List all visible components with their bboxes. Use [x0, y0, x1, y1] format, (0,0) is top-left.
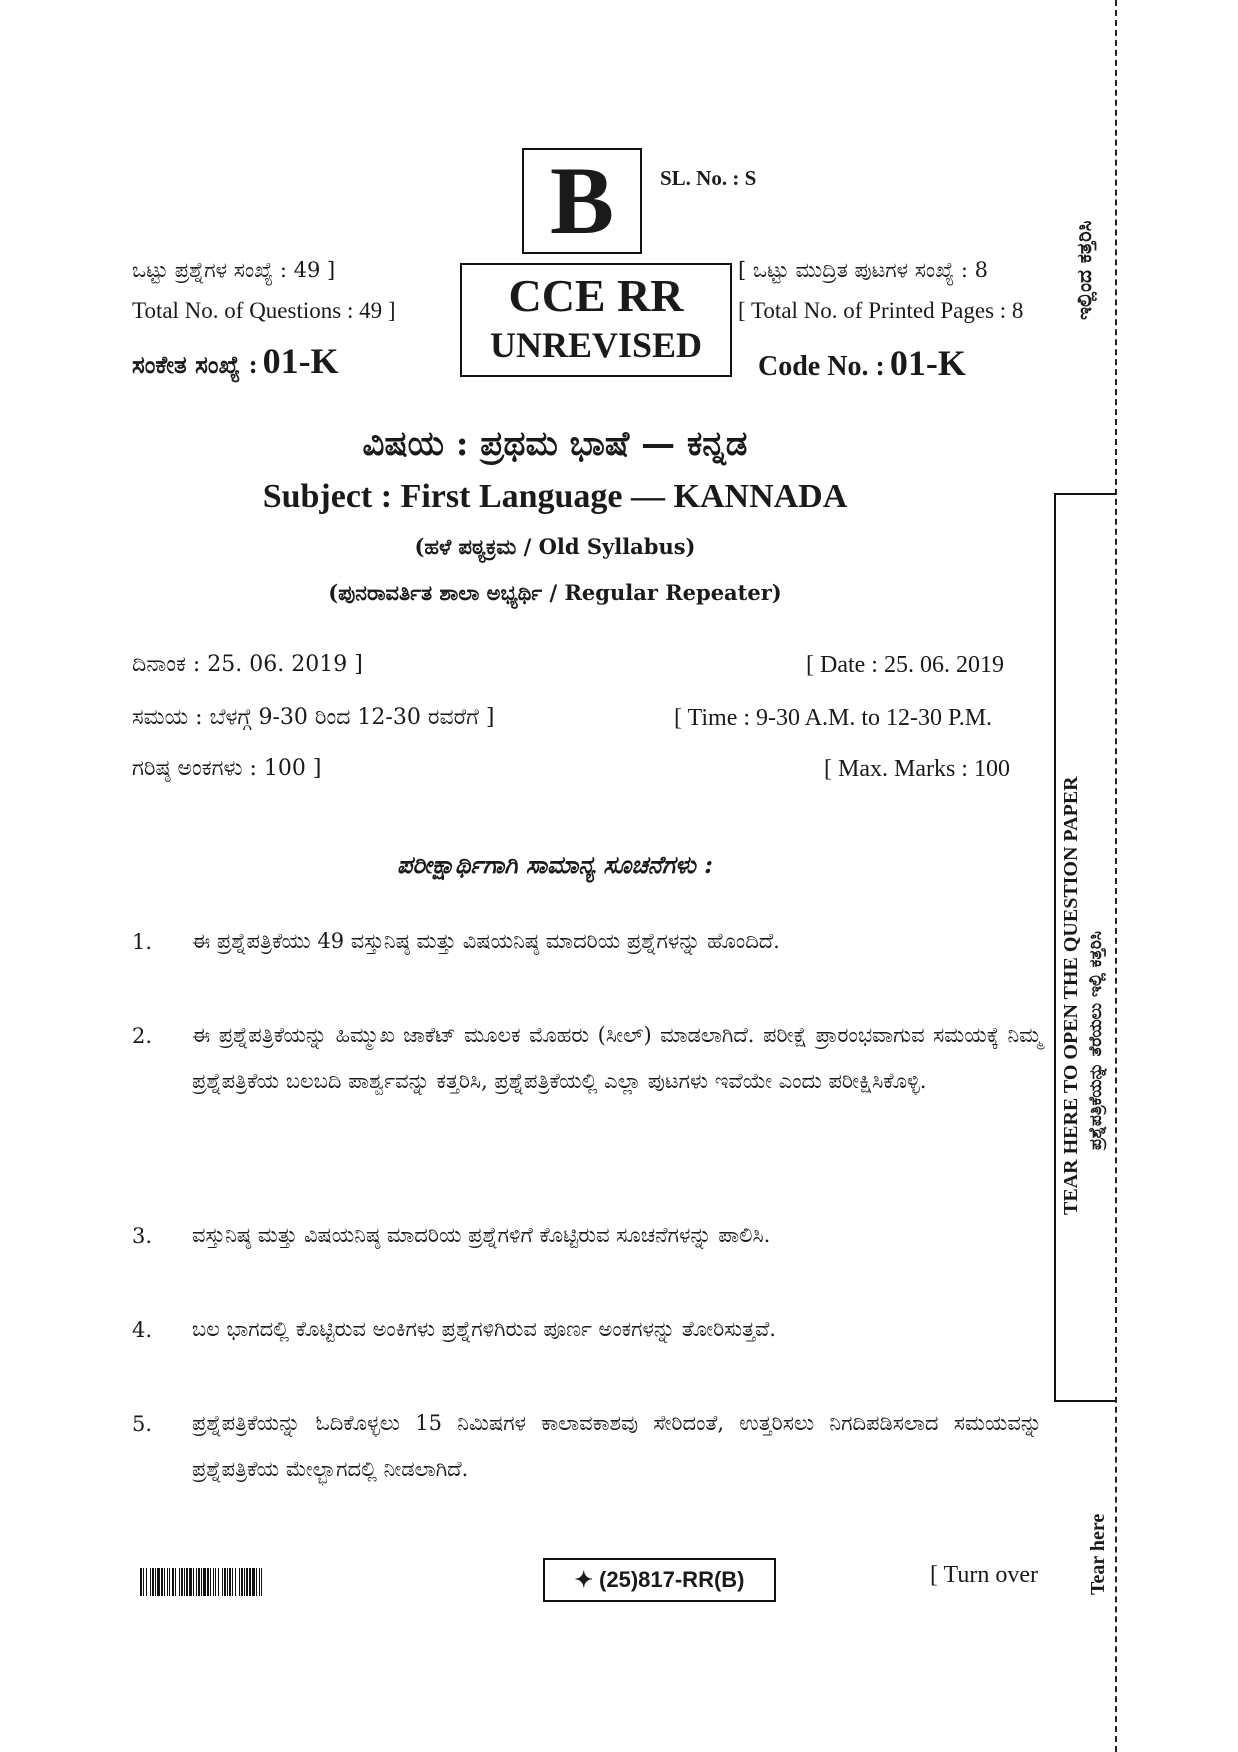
- subject-en: Subject : First Language — KANNADA: [262, 478, 848, 515]
- instruction-2-text: ಈ ಪ್ರಶ್ನೆಪತ್ರಿಕೆಯನ್ನು ಹಿಮ್ಮುಖ ಜಾಕೆಟ್ ಮೂಲಕ ಮೊಹರು (ಸೀಲ್) ಮಾಡಲಾಗಿದೆ. ಪರೀಕ್ಷೆ ಪ್ರಾರಂಭವಾಗುವ ಸಮಯಕ್ಕೆ ನಿಮ್ಮ ಪ್ರಶ್ನೆಪತ್ರಿಕೆಯ ಬಲಬದಿ ಪಾರ್ಶ್ವವನ್ನು ಕತ್ತರಿಸಿ, ಪ್ರಶ್ನೆಪತ್ರಿಕೆಯಲ್ಲಿ ಎಲ್ಲಾ ಪುಟಗಳು ಇವೆಯೇ ಎಂದು ಪರೀಕ್ಷಿಸಿಕೊಳ್ಳಿ.: [192, 1023, 1042, 1093]
- date-en: [ Date : 25. 06. 2019: [806, 652, 1004, 678]
- instruction-3-number: 3.: [132, 1224, 153, 1248]
- code-en-value: 01-K: [889, 343, 966, 383]
- printed-pages-kn: [ ಒಟ್ಟು ಮುದ್ರಿತ ಪುಟಗಳ ಸಂಖ್ಯೆ : 8: [738, 258, 989, 282]
- instruction-2-number: 2.: [132, 1024, 153, 1048]
- code-en: [758, 342, 966, 384]
- instruction-5-text: ಪ್ರಶ್ನೆಪತ್ರಿಕೆಯನ್ನು ಓದಿಕೊಳ್ಳಲು 15 ನಿಮಿಷಗಳ ಕಾಲಾವಕಾಶವು ಸೇರಿದಂತೆ, ಉತ್ತರಿಸಲು ನಿಗದಿಪಡಿಸಲಾದ ಸಮಯವನ್ನು ಪ್ರಶ್ನೆಪತ್ರಿಕೆಯ ಮೇಲ್ಭಾಗದಲ್ಲಿ ನೀಡಲಾಗಿದೆ.: [192, 1411, 1042, 1481]
- code-kn: [132, 340, 339, 382]
- time-en: [ Time : 9-30 A.M. to 12-30 P.M.: [674, 705, 993, 731]
- turn-over-label: [ Turn over: [930, 1562, 1039, 1588]
- total-questions-kn: ಒಟ್ಟು ಪ್ರಶ್ನೆಗಳ ಸಂಖ್ಯೆ : 49 ]: [132, 258, 336, 282]
- cce-rr-box: [460, 263, 732, 377]
- instruction-5-number: 5.: [132, 1412, 153, 1436]
- candidate-label: (ಪುನರಾವರ್ತಿತ ಶಾಲಾ ಅಭ್ಯರ್ಥಿ / Regular Repeater): [328, 580, 782, 605]
- date-kn: ದಿನಾಂಕ : 25. 06. 2019 ]: [132, 652, 363, 677]
- code-en-label: Code No. :: [758, 351, 885, 382]
- tear-here-label: Tear here: [1087, 1513, 1109, 1595]
- tear-label-kn-top: ಇಲ್ಲಿಂದ ಕತ್ತರಿಸಿ: [1072, 220, 1096, 320]
- tear-instruction-en: TEAR HERE TO OPEN THE QUESTION PAPER: [1060, 776, 1082, 1215]
- code-kn-label: ಸಂಕೇತ ಸಂಖ್ಯೆ :: [132, 350, 258, 379]
- instruction-4-number: 4.: [132, 1318, 153, 1342]
- marks-kn: ಗರಿಷ್ಠ ಅಂಕಗಳು : 100 ]: [132, 756, 322, 781]
- total-questions-en: Total No. of Questions : 49 ]: [132, 298, 396, 323]
- cce-rr-label: CCE RR: [508, 270, 684, 321]
- subject-kn: ವಿಷಯ : ಪ್ರಥಮ ಭಾಷೆ — ಕನ್ನಡ: [362, 424, 748, 464]
- instruction-1-number: 1.: [132, 930, 153, 954]
- barcode: [140, 1568, 377, 1596]
- marks-en: [ Max. Marks : 100: [824, 756, 1010, 782]
- sl-number: SL. No. : S: [660, 166, 757, 190]
- tear-instruction-kn: ಪ್ರಶ್ನೆಪತ್ರಿಕೆಯನ್ನು ತೆರೆಯಲು ಇಲ್ಲಿ ಕತ್ತರಿಸಿ: [1086, 931, 1106, 1150]
- question-paper-code: ✦ (25)817-RR(B): [543, 1558, 776, 1602]
- instruction-3-text: ವಸ್ತುನಿಷ್ಠ ಮತ್ತು ವಿಷಯನಿಷ್ಠ ಮಾದರಿಯ ಪ್ರಶ್ನೆಗಳಿಗೆ ಕೊಟ್ಟಿರುವ ಸೂಚನೆಗಳನ್ನು ಪಾಲಿಸಿ.: [192, 1223, 771, 1247]
- barcode-stripe: [262, 1568, 264, 1596]
- unrevised-label: UNREVISED: [489, 325, 703, 365]
- instruction-1-text: ಈ ಪ್ರಶ್ನೆಪತ್ರಿಕೆಯು 49 ವಸ್ತುನಿಷ್ಠ ಮತ್ತು ವಿಷಯನಿಷ್ಠ ಮಾದರಿಯ ಪ್ರಶ್ನೆಗಳನ್ನು ಹೊಂದಿದೆ.: [192, 929, 780, 953]
- instruction-4-text: ಬಲ ಭಾಗದಲ್ಲಿ ಕೊಟ್ಟಿರುವ ಅಂಕಿಗಳು ಪ್ರಶ್ನೆಗಳಿಗಿರುವ ಪೂರ್ಣ ಅಂಕಗಳನ್ನು ತೋರಿಸುತ್ತವೆ.: [192, 1317, 777, 1341]
- code-kn-value: 01-K: [262, 341, 339, 381]
- instructions-title: ಪರೀಕ್ಷಾರ್ಥಿಗಾಗಿ ಸಾಮಾನ್ಯ ಸೂಚನೆಗಳು :: [397, 850, 713, 879]
- series-box: B: [522, 148, 642, 254]
- printed-pages-en: [ Total No. of Printed Pages : 8: [738, 298, 1024, 323]
- syllabus-label: (ಹಳೆ ಪಠ್ಯಕ್ರಮ / Old Syllabus): [414, 534, 696, 559]
- time-kn: ಸಮಯ : ಬೆಳಗ್ಗೆ 9-30 ರಿಂದ 12-30 ರವರೆಗೆ ]: [132, 705, 495, 730]
